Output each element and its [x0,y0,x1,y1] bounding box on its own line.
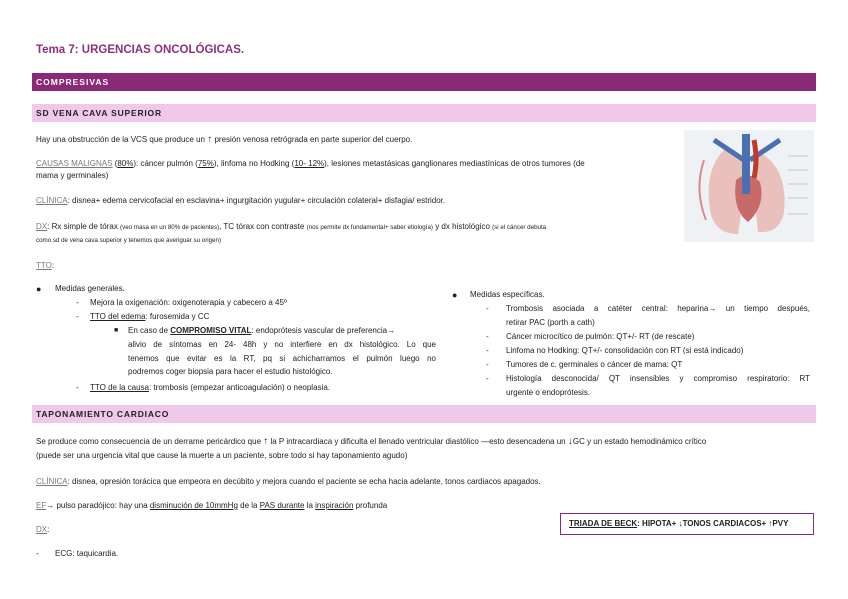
dx-text-1: : Rx simple de tórax [47,222,121,231]
ef-label: EF [36,501,47,510]
dx-text-3: y dx histológico [432,222,493,231]
esp1-line2: retirar PAC (porth a cath) [506,318,595,327]
tapo-intro-line2: (puede ser una urgencia vital que cause la muerte a un paciente, sobre todo si hay taponamiento agudo) [36,451,408,460]
comp-text-b: : endoprótesis vascular de preferencia→ [251,326,396,335]
tto-label: TTO: [36,261,55,270]
tapo-dx: DX: [36,525,50,534]
up-arrow-icon: ↑ [263,436,269,447]
up-arrow-icon: ↑ [207,134,213,145]
svcs-clinica [36,195,445,207]
dash-icon: - [486,374,489,383]
ef-underline-2: PAS durante [259,501,305,510]
tto-label-text: TTO [36,261,52,270]
dash-icon: - [486,346,489,355]
dx-label: DX [36,222,48,231]
tapo-intro-a: Se produce como consecuencia de un derrame pericárdico que [36,437,264,446]
oxigen-item: Mejora la oxigenación: oxigenoterapia y cabecero a 45º [90,298,287,307]
edema-label: TTO del edema [90,312,146,321]
causas-label: CAUSAS MALIGNAS [36,159,113,168]
ef-text-1: → pulso paradójico: hay una [46,501,150,510]
tapo-clinica-text: : disnea, opresión torácica que empeora en decúbito y mejora cuando el paciente se echa hacia adelante, tonos cardiacos apagados. [67,477,541,486]
esp1-line1: Trombosis asociada a catéter central: heparina→ un tiempo después, [506,304,810,313]
dash-icon: - [76,383,79,392]
ef-text-3: la [304,501,316,510]
ecg-item: ECG: taquicardia. [55,549,119,558]
beck-text: : HIPOTA+ ↓TONOS CARDIACOS+ ↑PVY [637,519,789,528]
svcs-causas: CAUSAS MALIGNAS (80%): cáncer pulmón (75%), linfoma no Hodking (10- 12%), lesiones metastásicas ganglionares mediastínicas de otros tumores (de [36,159,585,168]
beck-label: TRIADA DE BECK [569,519,638,528]
comp-text-a: En caso de [128,326,171,335]
ef-text-2: de la [237,501,260,510]
causa-item [90,382,330,394]
svcs-dx [36,221,681,234]
causas-pct-80: 80% [117,159,134,168]
anatomy-drawing [684,130,814,242]
dx-small-3: (si el cáncer debuta [492,224,547,231]
causas-text-2: ), linfoma no Hodking ( [213,159,295,168]
generales-item [36,283,41,296]
tapo-clinica-label: CLÍNICA [36,477,68,486]
tapo-intro [36,436,706,448]
dash-icon: - [486,332,489,341]
svcs-causas-line2: mama y germinales) [36,171,109,180]
esp3: Linfoma no Hodking: QT+/- consolidación con RT (si está indicado) [506,346,744,355]
causas-text-1: ): cáncer pulmón ( [133,159,198,168]
triada-beck-box [560,513,814,535]
compromiso-line2: alivio de síntomas en 24- 48h y no interfiere en dx histológico. Lo que [128,340,436,349]
clinica-label: CLÍNICA [36,196,68,205]
subsection-header-taponamiento: TAPONAMIENTO CARDIACO [32,405,816,423]
dash-icon: - [486,304,489,313]
dash-icon: - [76,298,79,307]
causa-text: : trombosis (empezar anticoagulación) o neoplasia. [149,383,330,392]
generales-label: Medidas generales. [55,284,125,293]
compromiso-line4: podremos coger biopsia para hacer el estudio histológico. [128,367,333,376]
subsection-header-svcs: SD VENA CAVA SUPERIOR [32,104,816,122]
causa-label: TTO de la causa [90,383,149,392]
tapo-ef [36,500,387,512]
svcs-intro [36,134,412,146]
clinica-text: : disnea+ edema cervicofacial en esclavina+ ingurgitación yugular+ circulación colateral+ disfagia/ estridor. [67,196,446,205]
especificas-label: Medidas específicas. [470,290,545,299]
edema-text: : furosemida y CC [145,312,210,321]
edema-item [90,311,209,323]
ef-text-4: profunda [353,501,388,510]
section-header-compresivas: COMPRESIVAS [32,73,816,91]
esp2: Cáncer microcítico de pulmón: QT+/- RT (de rescate) [506,332,695,341]
dx-text-2: , TC tórax con contraste [219,222,307,231]
page-title: Tema 7: URGENCIAS ONCOLÓGICAS. [36,44,245,56]
compromiso-line3: tenemos que evitar es la RT, pq si achicharramos el pulmón luego no [128,354,436,363]
compromiso-item [128,325,436,337]
especificas-item [452,289,457,302]
bullet-icon: ● [36,284,42,294]
dash-icon: - [36,549,39,558]
ef-underline-1: disminución de 10mmHg [149,501,238,510]
ef-underline-3: inspiración [315,501,354,510]
down-arrow-icon: ↓ [567,436,573,447]
svcs-intro-text-end: presión venosa retrógrada en parte superior del cuerpo. [212,135,413,144]
causas-text-3: ), lesiones metastásicas ganglionares mediastínicas de otros tumores (de [324,159,585,168]
esp4: Tumores de c. germinales o cáncer de mama: QT [506,360,683,369]
dx-small-2: (nos permite dx fundamental+ saber etiología) [306,224,433,231]
tapo-intro-b: la P intracardiaca y dificulta el llenado ventricular diastólico —esto desencadena un [268,437,568,446]
square-bullet-icon: ■ [114,327,119,334]
causas-pct-10-12: 10- 12% [294,159,325,168]
bullet-icon: ● [452,290,458,300]
esp5-line1: Histología desconocida/ QT insensibles y compromiso respiratorio: RT [506,374,810,383]
tapo-dx-label: DX [36,525,48,534]
tapo-clinica [36,476,541,488]
svcs-dx-line2: como sd de vena cava superior y tenemos que averiguar su origen) [36,237,222,244]
tapo-intro-c: GC y un estado hemodinámico crítico [572,437,707,446]
causas-pct-75: 75% [197,159,214,168]
dx-small-1: (veo masa en un 80% de pacientes) [120,224,220,231]
dash-icon: - [486,360,489,369]
esp5-line2: urgente o endoprótesis. [506,388,591,397]
dash-icon: - [76,312,79,321]
svcs-intro-text: Hay una obstrucción de la VCS que produce un [36,135,208,144]
comp-label: COMPROMISO VITAL [170,326,252,335]
svcs-anatomy-illustration [684,130,814,242]
